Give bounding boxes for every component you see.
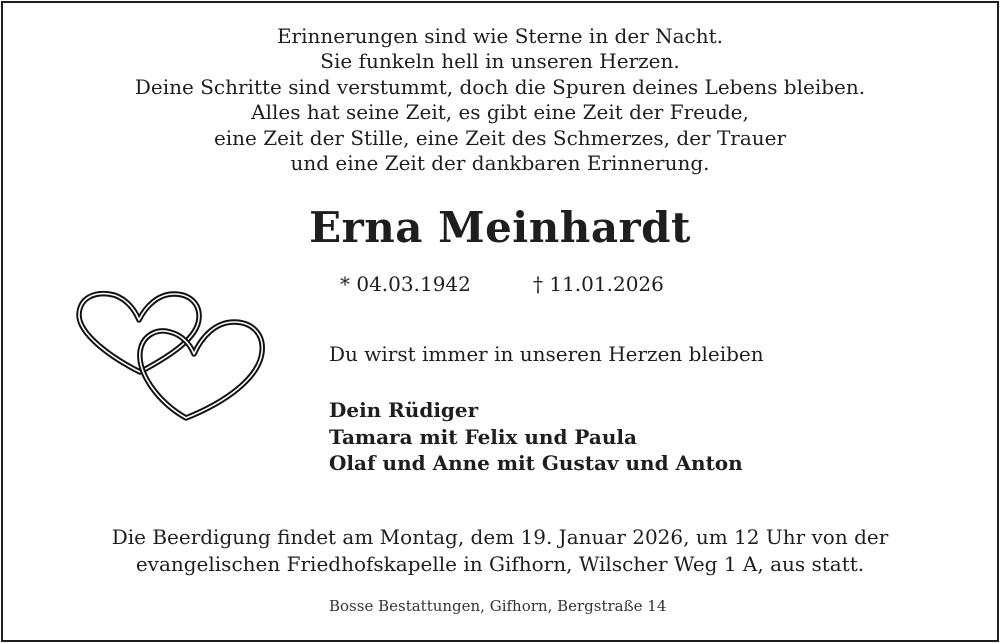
poem: [0, 24, 1000, 176]
deceased-name: Erna Meinhardt: [309, 203, 691, 252]
poem-line: Sie funkeln hell in unseren Herzen.: [320, 49, 680, 74]
undertaker-credit: Bosse Bestattungen, Gifhorn, Bergstraße 14: [329, 597, 667, 615]
poem-line: Erinnerungen sind wie Sterne in der Nacht.: [276, 24, 724, 48]
motto: Du wirst immer in unseren Herzen bleiben: [329, 342, 764, 366]
funeral-line: evangelischen Friedhofskapelle in Gifhorn, Wilscher Weg 1 A, aus statt.: [135, 551, 865, 576]
poem-line: eine Zeit der Stille, eine Zeit des Schmerzes, der Trauer: [213, 125, 787, 150]
two-linked-hearts-icon: [76, 290, 266, 422]
family-member: Olaf und Anne mit Gustav und Anton: [329, 451, 743, 475]
funeral-info: [0, 524, 1000, 577]
funeral-line: Die Beerdigung findet am Montag, dem 19. Januar 2026, um 12 Uhr von der: [111, 525, 889, 549]
family-member: Tamara mit Felix und Paula: [329, 424, 637, 449]
birth-date: * 04.03.1942: [340, 272, 471, 296]
death-date: † 11.01.2026: [533, 272, 664, 296]
poem-line: Alles hat seine Zeit, es gibt eine Zeit der Freude,: [251, 100, 749, 125]
family-member: Dein Rüdiger: [329, 398, 479, 422]
family-signatures: [329, 397, 743, 477]
poem-line: Deine Schritte sind verstummt, doch die Spuren deines Lebens bleiben.: [134, 74, 866, 99]
poem-line: und eine Zeit der dankbaren Erinnerung.: [290, 151, 710, 176]
